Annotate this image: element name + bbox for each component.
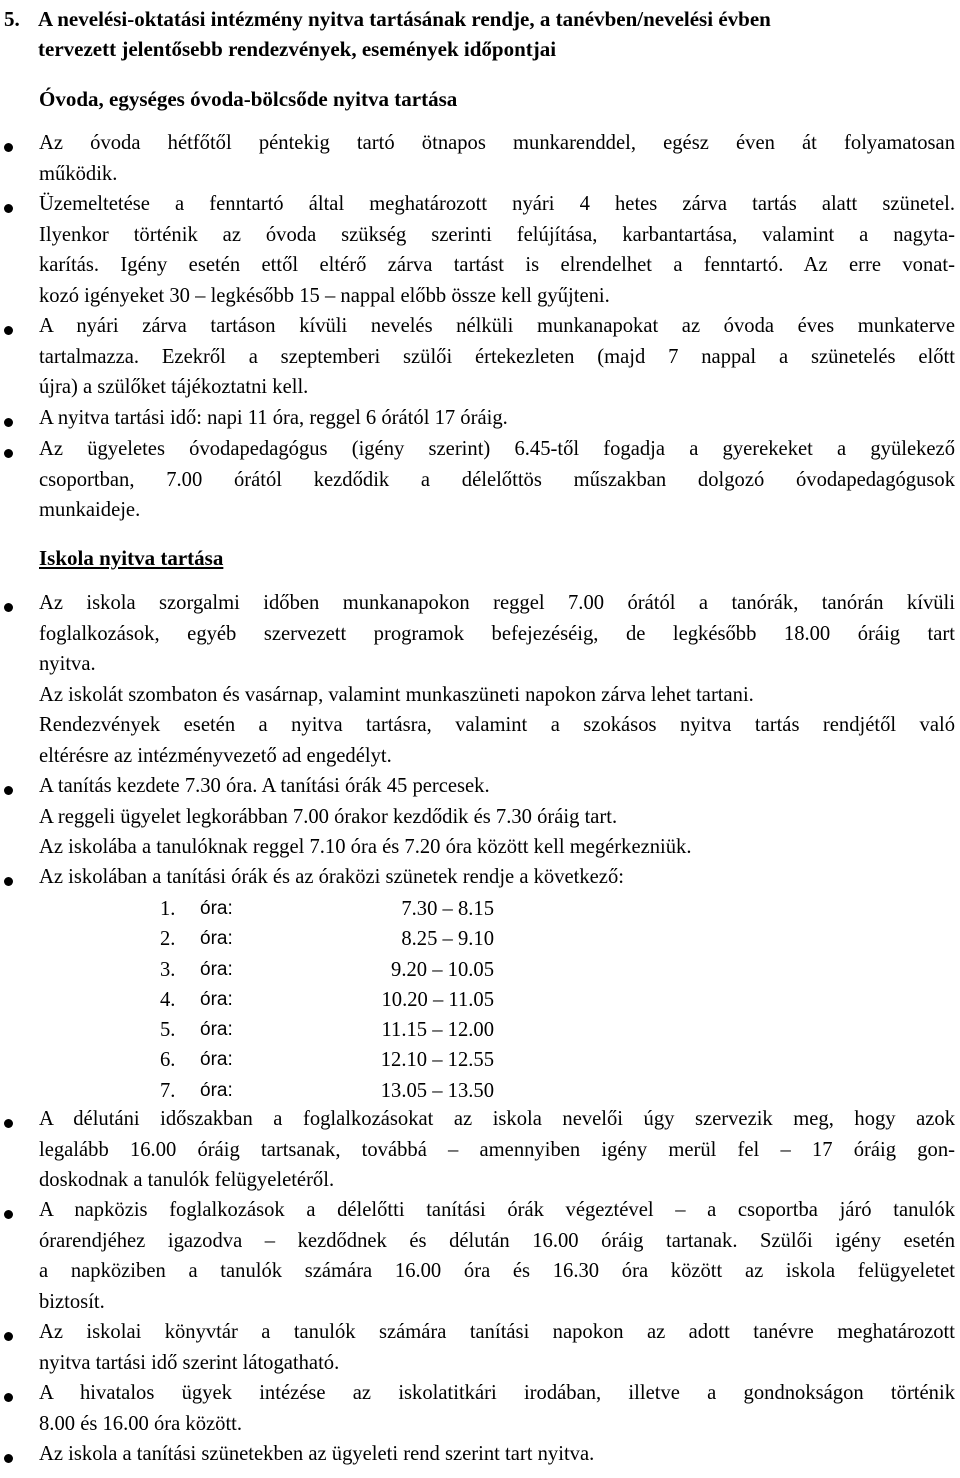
- ovoda-item-4: A nyitva tartási idő: napi 11 óra, reggel 6 órától 17 óráig.: [39, 407, 508, 429]
- iskola-item-1: Az iskola szorgalmi időben munkanapokon reggel 7.00 órától a tanórák, tanórán kívüli foglalkozások, egyéb szervezett programok befejezéséig, de legkésőbb 18.00 óráig tart nyitva. Az iskolát szombaton és vasárnap, valamint munkaszüneti napokon zárva lehet tartani. Rendezvények esetén a nyitva tartásra, valamint a szokásos nyitva tartás rendjétől való eltérésre az intézményvezető ad engedélyt.: [39, 592, 955, 767]
- section-heading: [4, 4, 954, 64]
- iskola-title: Iskola nyitva tartása: [39, 546, 224, 570]
- bullet-icon: [4, 1332, 13, 1341]
- bullet-icon: [4, 603, 13, 612]
- ovoda-item-5: Az ügyeletes óvodapedagógus (igény szerint) 6.45-től fogadja a gyerekeket a gyülekező csoportban, 7.00 órától kezdődik a délelőttös műszakban dolgozó óvodapedagógusok munkaideje.: [39, 438, 955, 521]
- ovoda-title: Óvoda, egységes óvoda-bölcsőde nyitva tartása: [39, 87, 458, 111]
- iskola-item-3: Az iskolában a tanítási órák és az óraközi szünetek rendje a következő:: [39, 866, 624, 888]
- ovoda-item-3: A nyári zárva tartáson kívüli nevelés nélküli munkanapokat az óvoda éves munkaterve tartalmazza. Ezekről a szeptemberi szülői értekezleten (majd 7 nappal a szünetelés előtt újra) a szülőket tájékoztatni kell.: [39, 315, 955, 398]
- bullet-icon: [4, 204, 13, 213]
- bullet-icon: [4, 1454, 13, 1463]
- bullet-icon: [4, 1393, 13, 1402]
- iskola-item-5: A napközis foglalkozások a délelőtti tanítási órák végeztével – a csoportba járó tanulók órarendjéhez igazodva – kezdődnek és délután 16.00 óráig tartanak. Szülői igény esetén a napköziben a tanulók számára 16.00 óra és 16.30 óra között az iskola felügyeletet biztosít.: [39, 1199, 955, 1313]
- heading-line-1: 5. A nevelési-oktatási intézmény nyitva tartásának rendje, a tanévben/nevelési évben: [4, 4, 954, 34]
- document-page: 5. A nevelési-oktatási intézmény nyitva tartásának rendje, a tanévben/nevelési évben tervezett jelentősebb rendezvények, események időpontjai Óvoda, egységes óvoda-bölcsőde nyitva tartása Az óvoda hétfőtől péntekig tartó ötnapos munkarenddel, egész éven át folyamatosan működik. Üzemeltetése a fenntartó által meghatározott nyári 4 hetes zárva tartás alatt szünetel. Ilyenkor történik az óvoda szükség szerinti felújítása, karbantartása, valamint a nagyta- karítás. Igény esetén ettől eltérő zárva tartást is elrendelhet a fenntartó. Az erre vonat- kozó igényeket 30 – legkésőbb 15 – nappal előbb össze kell gyűjteni. A nyári zárva tartáson kívüli nevelés nélküli munkanapokat az óvoda éves munkaterve tartalmazza. Ezekről a szeptemberi szülői értekezleten (majd 7 nappal a szünetelés előtt újra) a szülőket tájékoztatni kell. A nyitva tartási idő: napi 11 óra, reggel 6 órától 17 óráig. Az ügyeletes óvodapedagógus (igény szerint) 6.45-től fogadja a gyerekeket a gyülekező csoportban, 7.00 órától kezdődik a délelőttös műszakban dolgozó óvodapedagógusok munkaideje. Iskola nyitva tartása Az iskola szorgalmi időben munkanapokon reggel 7.00 órától a tanórák, tanórán kívüli foglalkozások, egyéb szervezett programok befejezéséig, de legkésőbb 18.00 óráig tart nyitva. Az iskolát szombaton és vasárnap, valamint munkaszüneti napokon zárva lehet tartani. Rendezvények esetén a nyitva tartásra, valamint a szokásos nyitva tartás rendjétől való eltérésre az intézményvezető ad engedélyt. A tanítás kezdete 7.30 óra. A tanítási órák 45 percesek. A reggeli ügyelet legkorábban 7.00 órakor kezdődik és 7.30 óráig tart. Az iskolába a tanulóknak reggel 7.10 óra és 7.20 óra között kell megérkezniük. Az iskolában a tanítási órák és az óraközi szünetek rendje a következő: 1. óra: 7.30 – 8.15 2. óra: 8.25 – 9.10 3. óra: 9.20 – 10.05 4. óra: 10.20 – 11.05 5. óra: 11.15 – 12.00 6. óra: 12.10 – 12.55 7. óra: 13.05 – 13.50 A délutáni időszakban a foglalkozásokat az iskola nevelői úgy szervezik meg, hogy azok legalább 16.00 óráig tartsanak, továbbá – amennyiben igény merül fel – 17 óráig gon- doskodnak a tanulók felügyeletéről. A napközis foglalkozások a délelőtti tanítási órák végeztével – a csoportba járó tanulók órarendjéhez igazodva – kezdődnek és délután 16.00 óráig tartanak. Szülői igény esetén a napköziben a tanulók számára 16.00 óra és 16.30 óra között az iskola felügyeletet biztosít. Az iskolai könyvtár a tanulók számára tanítási napokon az adott tanévre meghatározott nyitva tartási idő szerint látogatható. A hivatalos ügyek intézése az iskolatitkári irodában, illetve a gondnokságon történik 8.00 és 16.00 óra között. Az iskola a tanítási szünetekben az ügyeleti rend szerint tart nyitva.: [0, 0, 960, 1478]
- bullet-icon: [4, 143, 13, 152]
- heading-line-2: tervezett jelentősebb rendezvények, események időpontjai: [38, 37, 557, 61]
- bullet-icon: [4, 786, 13, 795]
- heading-number: 5.: [4, 7, 20, 31]
- iskola-item-6: Az iskolai könyvtár a tanulók számára tanítási napokon az adott tanévre meghatározott nyitva tartási idő szerint látogatható.: [39, 1321, 955, 1374]
- bullet-icon: [4, 449, 13, 458]
- iskola-item-8: Az iskola a tanítási szünetekben az ügyeleti rend szerint tart nyitva.: [39, 1443, 595, 1465]
- iskola-item-4: A délutáni időszakban a foglalkozásokat az iskola nevelői úgy szervezik meg, hogy azok legalább 16.00 óráig tartsanak, továbbá – amennyiben igény merül fel – 17 óráig gon- doskodnak a tanulók felügyeletéről.: [39, 1108, 955, 1191]
- ovoda-item-2: Üzemeltetése a fenntartó által meghatározott nyári 4 hetes zárva tartás alatt szünetel. Ilyenkor történik az óvoda szükség szerinti felújítása, karbantartása, valamint a nagyta- karítás. Igény esetén ettől eltérő zárva tartást is elrendelhet a fenntartó. Az erre vonat- kozó igényeket 30 – legkésőbb 15 – nappal előbb össze kell gyűjteni.: [39, 193, 955, 307]
- bullet-icon: [4, 877, 13, 886]
- bullet-icon: [4, 326, 13, 335]
- bullet-icon: [4, 1210, 13, 1219]
- bullet-icon: [4, 1119, 13, 1128]
- iskola-item-2: A tanítás kezdete 7.30 óra. A tanítási órák 45 percesek. A reggeli ügyelet legkorábban 7.00 órakor kezdődik és 7.30 óráig tart. Az iskolába a tanulóknak reggel 7.10 óra és 7.20 óra között kell megérkezniük.: [39, 775, 692, 858]
- iskola-item-7: A hivatalos ügyek intézése az iskolatitkári irodában, illetve a gondnokságon történik 8.00 és 16.00 óra között.: [39, 1382, 955, 1435]
- ovoda-item-1: Az óvoda hétfőtől péntekig tartó ötnapos munkarenddel, egész éven át folyamatosan működik.: [39, 132, 955, 185]
- bullet-icon: [4, 418, 13, 427]
